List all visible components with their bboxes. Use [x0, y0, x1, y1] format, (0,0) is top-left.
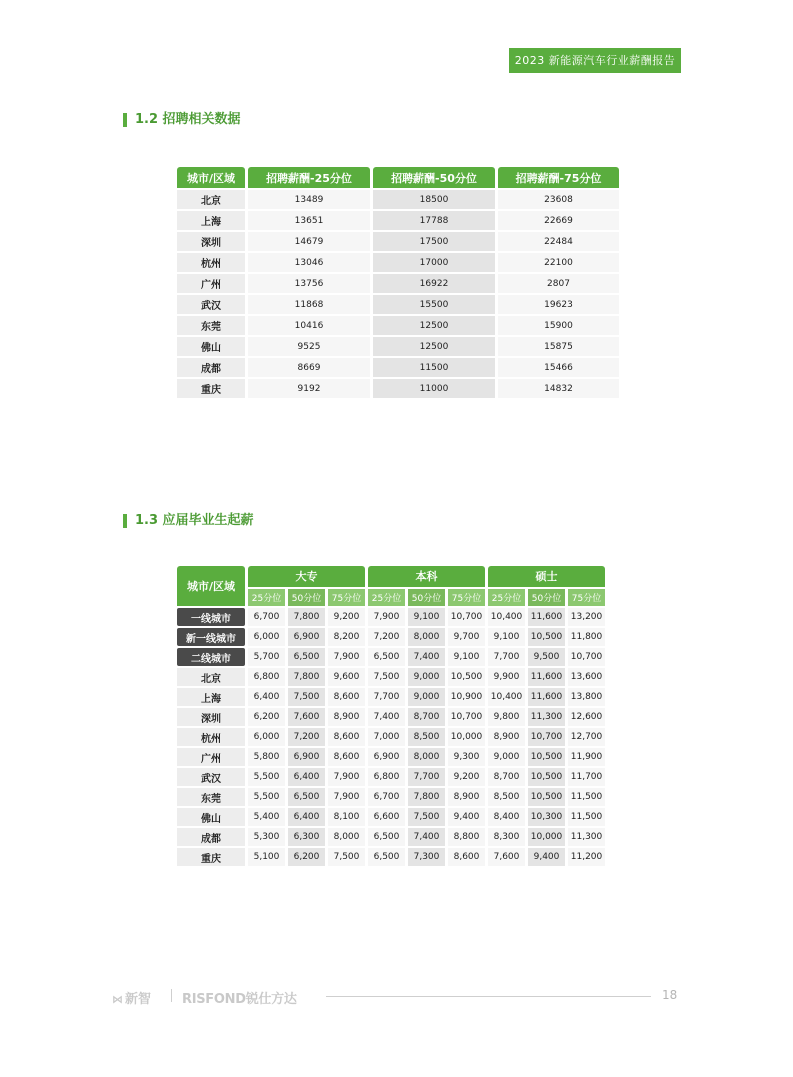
cell-value: 9,000 — [488, 748, 525, 766]
report-title-badge: 2023 新能源汽车行业薪酬报告 — [509, 48, 681, 73]
cell-p25: 9525 — [248, 337, 370, 356]
cell-city: 北京 — [177, 190, 245, 209]
cell-value: 9,000 — [408, 688, 445, 706]
cell-value: 7,600 — [488, 848, 525, 866]
cell-value: 11,500 — [568, 788, 605, 806]
cell-p50: 17000 — [373, 253, 495, 272]
cell-value: 6,800 — [248, 668, 285, 686]
logo-divider — [171, 989, 172, 1002]
cell-value: 6,500 — [368, 848, 405, 866]
cell-value: 7,800 — [288, 668, 325, 686]
group-header-master: 硕士 — [488, 566, 605, 587]
section-marker — [123, 113, 127, 127]
cell-value: 6,700 — [248, 608, 285, 626]
cell-value: 7,400 — [408, 648, 445, 666]
cell-value: 8,700 — [488, 768, 525, 786]
cell-value: 8,600 — [328, 728, 365, 746]
cell-value: 8,600 — [448, 848, 485, 866]
cell-value: 8,600 — [328, 688, 365, 706]
cell-value: 6,300 — [288, 828, 325, 846]
cell-city: 一线城市 — [177, 608, 245, 626]
cell-value: 9,800 — [488, 708, 525, 726]
cell-value: 6,700 — [368, 788, 405, 806]
column-header-p75: 招聘薪酬-75分位 — [498, 167, 619, 188]
cell-city: 杭州 — [177, 253, 245, 272]
table-row — [177, 668, 605, 686]
cell-p25: 10416 — [248, 316, 370, 335]
table-row — [177, 608, 605, 626]
group-header-bachelor: 本科 — [368, 566, 485, 587]
table-row — [177, 337, 619, 356]
section-title-graduates — [123, 514, 254, 528]
table-row — [177, 788, 605, 806]
cell-value: 11,800 — [568, 628, 605, 646]
table-row — [177, 232, 619, 251]
table-row — [177, 848, 605, 866]
cell-city: 佛山 — [177, 337, 245, 356]
cell-p50: 18500 — [373, 190, 495, 209]
cell-value: 11,600 — [528, 688, 565, 706]
cell-value: 6,000 — [248, 728, 285, 746]
cell-value: 7,900 — [328, 788, 365, 806]
recruitment-salary-table — [174, 165, 622, 400]
cell-value: 5,800 — [248, 748, 285, 766]
cell-city: 重庆 — [177, 379, 245, 398]
cell-city: 北京 — [177, 668, 245, 686]
cell-city: 武汉 — [177, 295, 245, 314]
cell-value: 10,500 — [528, 628, 565, 646]
cell-value: 6,500 — [368, 648, 405, 666]
cell-value: 10,700 — [448, 708, 485, 726]
cell-value: 7,500 — [408, 808, 445, 826]
cell-value: 8,000 — [328, 828, 365, 846]
cell-city: 东莞 — [177, 316, 245, 335]
cell-value: 10,000 — [448, 728, 485, 746]
cell-value: 6,400 — [288, 768, 325, 786]
group-header-associate: 大专 — [248, 566, 365, 587]
cell-value: 8,900 — [328, 708, 365, 726]
cell-p75: 23608 — [498, 190, 619, 209]
cell-value: 11,700 — [568, 768, 605, 786]
cell-value: 9,600 — [328, 668, 365, 686]
cell-value: 8,400 — [488, 808, 525, 826]
table-row — [177, 190, 619, 209]
section-title-text: 1.3 应届毕业生起薪 — [135, 513, 254, 528]
cell-value: 7,400 — [408, 828, 445, 846]
cell-city: 深圳 — [177, 708, 245, 726]
subheader-p75: 75分位 — [568, 589, 605, 606]
cell-value: 7,300 — [408, 848, 445, 866]
cell-value: 7,800 — [288, 608, 325, 626]
cell-p25: 9192 — [248, 379, 370, 398]
cell-p50: 17500 — [373, 232, 495, 251]
cell-value: 10,900 — [448, 688, 485, 706]
cell-value: 11,600 — [528, 608, 565, 626]
cell-value: 7,900 — [328, 648, 365, 666]
risfond-logo: RISFOND锐仕方达 — [182, 992, 297, 1007]
cell-p75: 19623 — [498, 295, 619, 314]
cell-city: 东莞 — [177, 788, 245, 806]
cell-city: 上海 — [177, 211, 245, 230]
cell-value: 11,300 — [528, 708, 565, 726]
cell-city: 成都 — [177, 828, 245, 846]
cell-p25: 13651 — [248, 211, 370, 230]
cell-city: 二线城市 — [177, 648, 245, 666]
cell-value: 6,500 — [368, 828, 405, 846]
column-header-city: 城市/区域 — [177, 167, 245, 188]
cell-value: 8,000 — [408, 748, 445, 766]
cell-value: 7,700 — [408, 768, 445, 786]
logo-mark-icon: ⋈ — [112, 993, 123, 1006]
cell-value: 9,400 — [528, 848, 565, 866]
cell-p25: 8669 — [248, 358, 370, 377]
cell-value: 7,800 — [408, 788, 445, 806]
cell-city: 重庆 — [177, 848, 245, 866]
cell-value: 9,200 — [328, 608, 365, 626]
cell-value: 13,800 — [568, 688, 605, 706]
cell-value: 7,900 — [328, 768, 365, 786]
cell-value: 8,000 — [408, 628, 445, 646]
table-row — [177, 728, 605, 746]
cell-value: 8,700 — [408, 708, 445, 726]
cell-value: 8,300 — [488, 828, 525, 846]
cell-city: 广州 — [177, 274, 245, 293]
cell-value: 7,900 — [368, 608, 405, 626]
cell-value: 6,900 — [288, 748, 325, 766]
cell-value: 10,700 — [568, 648, 605, 666]
cell-p75: 15900 — [498, 316, 619, 335]
cell-value: 10,500 — [528, 748, 565, 766]
cell-value: 8,900 — [488, 728, 525, 746]
cell-p25: 13489 — [248, 190, 370, 209]
cell-value: 7,000 — [368, 728, 405, 746]
cell-value: 10,500 — [528, 768, 565, 786]
cell-value: 8,600 — [328, 748, 365, 766]
cell-value: 10,700 — [528, 728, 565, 746]
cell-value: 10,400 — [488, 688, 525, 706]
cell-p50: 12500 — [373, 337, 495, 356]
page-number: 18 — [662, 988, 678, 1002]
cell-value: 11,900 — [568, 748, 605, 766]
cell-value: 6,200 — [288, 848, 325, 866]
cell-value: 7,200 — [368, 628, 405, 646]
cell-value: 6,900 — [368, 748, 405, 766]
cell-value: 9,500 — [528, 648, 565, 666]
cell-value: 7,700 — [488, 648, 525, 666]
cell-value: 5,100 — [248, 848, 285, 866]
cell-value: 8,500 — [408, 728, 445, 746]
table-row — [177, 708, 605, 726]
cell-value: 10,000 — [528, 828, 565, 846]
subheader-p25: 25分位 — [248, 589, 285, 606]
cell-p50: 16922 — [373, 274, 495, 293]
cell-value: 9,200 — [448, 768, 485, 786]
subheader-p25: 25分位 — [368, 589, 405, 606]
cell-value: 13,200 — [568, 608, 605, 626]
cell-value: 10,400 — [488, 608, 525, 626]
column-header-city: 城市/区域 — [177, 566, 245, 606]
table-row — [177, 828, 605, 846]
cell-value: 8,800 — [448, 828, 485, 846]
cell-p50: 11500 — [373, 358, 495, 377]
cell-value: 9,100 — [488, 628, 525, 646]
cell-value: 8,100 — [328, 808, 365, 826]
cell-value: 8,900 — [448, 788, 485, 806]
cell-value: 12,700 — [568, 728, 605, 746]
table-row — [177, 211, 619, 230]
cell-value: 6,500 — [288, 788, 325, 806]
cell-p50: 15500 — [373, 295, 495, 314]
subheader-p50: 50分位 — [528, 589, 565, 606]
cell-p25: 13756 — [248, 274, 370, 293]
table-row — [177, 274, 619, 293]
cell-value: 5,500 — [248, 788, 285, 806]
subheader-p50: 50分位 — [408, 589, 445, 606]
table-row — [177, 748, 605, 766]
cell-p75: 15466 — [498, 358, 619, 377]
cell-value: 9,100 — [448, 648, 485, 666]
cell-value: 5,500 — [248, 768, 285, 786]
table-row — [177, 316, 619, 335]
cell-value: 6,400 — [248, 688, 285, 706]
cell-value: 8,500 — [488, 788, 525, 806]
cell-value: 6,800 — [368, 768, 405, 786]
table-row — [177, 253, 619, 272]
cell-p75: 22669 — [498, 211, 619, 230]
cell-p25: 11868 — [248, 295, 370, 314]
cell-p75: 22100 — [498, 253, 619, 272]
page-footer — [112, 986, 682, 1006]
cell-value: 6,500 — [288, 648, 325, 666]
cell-city: 新一线城市 — [177, 628, 245, 646]
cell-value: 9,300 — [448, 748, 485, 766]
cell-value: 6,600 — [368, 808, 405, 826]
cell-value: 7,400 — [368, 708, 405, 726]
cell-value: 7,500 — [368, 668, 405, 686]
cell-value: 11,300 — [568, 828, 605, 846]
cell-value: 5,400 — [248, 808, 285, 826]
cell-value: 9,900 — [488, 668, 525, 686]
cell-p50: 12500 — [373, 316, 495, 335]
cell-city: 上海 — [177, 688, 245, 706]
cell-p25: 13046 — [248, 253, 370, 272]
table-row — [177, 379, 619, 398]
footer-rule — [326, 996, 651, 997]
cell-value: 10,500 — [528, 788, 565, 806]
cell-p25: 14679 — [248, 232, 370, 251]
cell-value: 8,200 — [328, 628, 365, 646]
cell-value: 5,300 — [248, 828, 285, 846]
xinzhi-logo-text: 新智 — [125, 992, 152, 1007]
cell-value: 10,700 — [448, 608, 485, 626]
xinzhi-logo — [112, 988, 151, 1007]
cell-p75: 14832 — [498, 379, 619, 398]
cell-value: 7,500 — [288, 688, 325, 706]
table-row — [177, 358, 619, 377]
cell-value: 11,600 — [528, 668, 565, 686]
section-title-text: 1.2 招聘相关数据 — [135, 112, 241, 127]
cell-value: 9,100 — [408, 608, 445, 626]
cell-p75: 2807 — [498, 274, 619, 293]
table-row — [177, 628, 605, 646]
subheader-p75: 75分位 — [328, 589, 365, 606]
cell-value: 10,300 — [528, 808, 565, 826]
cell-city: 成都 — [177, 358, 245, 377]
cell-value: 6,000 — [248, 628, 285, 646]
cell-p75: 15875 — [498, 337, 619, 356]
cell-value: 7,200 — [288, 728, 325, 746]
column-header-p50: 招聘薪酬-50分位 — [373, 167, 495, 188]
cell-value: 6,400 — [288, 808, 325, 826]
cell-city: 深圳 — [177, 232, 245, 251]
cell-city: 广州 — [177, 748, 245, 766]
cell-value: 7,600 — [288, 708, 325, 726]
cell-city: 佛山 — [177, 808, 245, 826]
cell-value: 9,700 — [448, 628, 485, 646]
subheader-p25: 25分位 — [488, 589, 525, 606]
cell-value: 11,500 — [568, 808, 605, 826]
table-row — [177, 688, 605, 706]
cell-city: 杭州 — [177, 728, 245, 746]
subheader-p50: 50分位 — [288, 589, 325, 606]
section-title-recruitment — [123, 113, 241, 127]
cell-value: 9,000 — [408, 668, 445, 686]
cell-value: 6,200 — [248, 708, 285, 726]
graduate-starting-salary-table — [174, 564, 608, 868]
column-header-p25: 招聘薪酬-25分位 — [248, 167, 370, 188]
cell-value: 11,200 — [568, 848, 605, 866]
cell-city: 武汉 — [177, 768, 245, 786]
section-marker — [123, 514, 127, 528]
table-row — [177, 808, 605, 826]
cell-value: 7,700 — [368, 688, 405, 706]
cell-p50: 17788 — [373, 211, 495, 230]
cell-p75: 22484 — [498, 232, 619, 251]
table-row — [177, 648, 605, 666]
table-row — [177, 768, 605, 786]
cell-value: 9,400 — [448, 808, 485, 826]
cell-value: 13,600 — [568, 668, 605, 686]
subheader-p75: 75分位 — [448, 589, 485, 606]
cell-p50: 11000 — [373, 379, 495, 398]
cell-value: 10,500 — [448, 668, 485, 686]
cell-value: 5,700 — [248, 648, 285, 666]
cell-value: 12,600 — [568, 708, 605, 726]
cell-value: 7,500 — [328, 848, 365, 866]
cell-value: 6,900 — [288, 628, 325, 646]
table-row — [177, 295, 619, 314]
